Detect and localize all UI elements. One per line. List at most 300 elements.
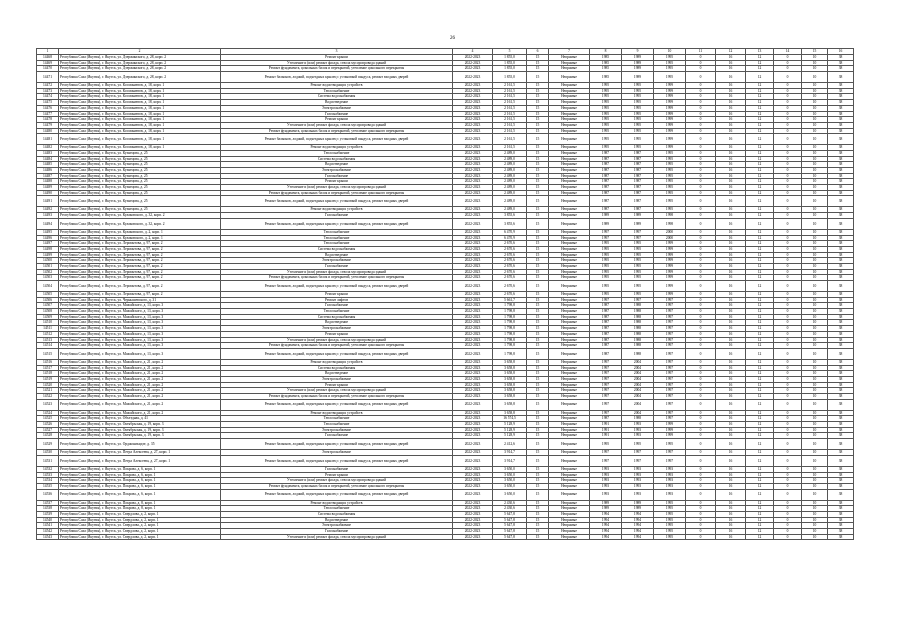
table-cell: 2 430,6 — [493, 506, 527, 512]
table-cell: 1995 — [590, 94, 622, 100]
table-cell: 3 658,8 — [493, 371, 527, 377]
table-cell: 1997 — [654, 394, 686, 400]
table-cell: 38 — [828, 534, 854, 540]
table-cell: Система водоснабжения — [221, 156, 453, 162]
table-cell: 1987 — [590, 190, 622, 196]
table-cell: 1995 — [654, 156, 686, 162]
table-cell: 1999 — [654, 269, 686, 275]
table-cell: 1989 — [622, 506, 654, 512]
table-cell: Газоснабжение — [221, 303, 453, 309]
table-cell: Республика Саха (Якутия), г. Якутск, ул. Можайского, д. 13, корп. 3 — [59, 326, 221, 332]
table-cell: 2022-2023 — [453, 472, 493, 478]
table-cell: 12 — [746, 111, 774, 117]
table-cell: 15 — [527, 207, 549, 213]
table-cell: Теплоснабжение — [221, 309, 453, 315]
table-cell: 12 — [746, 517, 774, 523]
table-cell: Непрямые — [549, 150, 590, 156]
table-cell: 1995 — [622, 134, 654, 145]
table-cell: 15 — [527, 489, 549, 500]
table-cell: 14506 — [37, 297, 59, 303]
table-cell: Ремонт фундамента, цокольных балок и перекрытий, утепление цокольного перекрытия — [221, 128, 453, 134]
table-cell: Республика Саха (Якутия), г. Якутск, ул. Космонавтов, д. 18, корп. 1 — [59, 94, 221, 100]
table-cell: 2022-2023 — [453, 394, 493, 400]
table-cell: 14509 — [37, 314, 59, 320]
table-cell: 10 — [802, 439, 828, 450]
table-cell: 3 650,0 — [493, 483, 527, 489]
table-cell: 15 — [527, 72, 549, 83]
column-header: 7 — [549, 49, 590, 55]
table-cell: Непрямые — [549, 55, 590, 61]
table-cell: 12 — [746, 145, 774, 151]
table-cell: Ремонт балконов, лоджий, подъездных крылец с установкой пандуса, ремонт входных дверей — [221, 218, 453, 229]
table-cell: 0 — [774, 145, 802, 151]
table-cell: 14514 — [37, 343, 59, 349]
table-cell: 38 — [828, 128, 854, 134]
table-cell: 0 — [686, 534, 716, 540]
table-cell: 14479 — [37, 122, 59, 128]
table-cell: Республика Саха (Якутия), г. Якутск, ул. Космонавтов, д. 18, корп. 1 — [59, 134, 221, 145]
table-cell: Электроснабжение — [221, 258, 453, 264]
table-cell: Республика Саха (Якутия), г. Якутск, ул. Космонавтов, д. 18, корп. 1 — [59, 100, 221, 106]
table-cell: 0 — [774, 427, 802, 433]
table-cell: 1995 — [590, 88, 622, 94]
table-cell: 2 489,0 — [493, 179, 527, 185]
table-cell: 12 — [746, 371, 774, 377]
table-cell: 10 — [802, 241, 828, 247]
table-cell: 15 — [527, 196, 549, 207]
table-cell: 0 — [686, 309, 716, 315]
table-cell: 16 — [716, 416, 746, 422]
table-cell: Электроснабжение — [221, 427, 453, 433]
table-cell: 1997 — [654, 376, 686, 382]
table-cell: 10 — [802, 506, 828, 512]
table-cell: 12 — [746, 500, 774, 506]
table-cell: 2 430,6 — [493, 500, 527, 506]
table-cell: 12 — [746, 455, 774, 466]
table-cell: 1991 — [590, 422, 622, 428]
table-cell: 14535 — [37, 483, 59, 489]
table-cell: Республика Саха (Якутия), г. Якутск, ул. Свердлова, д. 2, корп. 1 — [59, 534, 221, 540]
table-cell: 14475 — [37, 100, 59, 106]
table-cell: Непрямые — [549, 297, 590, 303]
column-header: 4 — [453, 49, 493, 55]
table-cell: Непрямые — [549, 529, 590, 535]
table-cell: 2022-2023 — [453, 83, 493, 89]
table-cell: 5 128,9 — [493, 422, 527, 428]
table-cell: 14500 — [37, 258, 59, 264]
table-cell: 38 — [828, 156, 854, 162]
table-cell: 10 — [802, 410, 828, 416]
table-cell: 1995 — [654, 185, 686, 191]
table-cell: 14521 — [37, 388, 59, 394]
table-cell: 2022-2023 — [453, 111, 493, 117]
table-cell: Теплоснабжение — [221, 506, 453, 512]
table-cell: Республика Саха (Якутия), г. Якутск, ул. Лермонтова, д. 97, корп. 2 — [59, 281, 221, 292]
table-cell: 1987 — [590, 156, 622, 162]
table-cell: 0 — [686, 466, 716, 472]
table-cell: Республика Саха (Якутия), г. Якутск, ул. Лермонтова, д. 97, корп. 2 — [59, 258, 221, 264]
table-cell: Республика Саха (Якутия), г. Якутск, ул. Космонавтов, д. 18, корп. 1 — [59, 117, 221, 123]
table-cell: Газоснабжение — [221, 173, 453, 179]
table-cell: 0 — [686, 122, 716, 128]
column-header: 3 — [221, 49, 453, 55]
table-cell: 1999 — [654, 88, 686, 94]
table-cell: 1999 — [654, 281, 686, 292]
table-cell: 1995 — [590, 275, 622, 281]
table-cell: 16 — [716, 455, 746, 466]
table-cell: 38 — [828, 365, 854, 371]
table-cell: 1995 — [622, 100, 654, 106]
table-cell: 1997 — [654, 337, 686, 343]
table-cell: 12 — [746, 105, 774, 111]
table-cell: 0 — [774, 190, 802, 196]
table-cell: 10 — [802, 399, 828, 410]
table-cell: 16 — [716, 128, 746, 134]
table-cell: 15 — [527, 500, 549, 506]
table-cell: 0 — [774, 297, 802, 303]
table-cell: 10 — [802, 252, 828, 258]
table-cell: 12 — [746, 427, 774, 433]
table-cell: 15 — [527, 466, 549, 472]
table-cell: 1997 — [654, 309, 686, 315]
table-cell: 14480 — [37, 128, 59, 134]
table-cell: 15 — [527, 150, 549, 156]
table-cell: Республика Саха (Якутия), г. Якутск, ул. Лермонтова, д. 97, корп. 2 — [59, 269, 221, 275]
table-cell: Непрямые — [549, 281, 590, 292]
table-cell: 14491 — [37, 196, 59, 207]
table-cell: 1993 — [654, 483, 686, 489]
table-cell: 0 — [774, 88, 802, 94]
table-cell: 1993 — [622, 427, 654, 433]
table-cell: 0 — [774, 162, 802, 168]
table-cell: 38 — [828, 297, 854, 303]
table-cell: 1987 — [590, 196, 622, 207]
table-cell: Республика Саха (Якутия), г. Якутск, ул. Покрова, д. 6, корп. 1 — [59, 478, 221, 484]
table-cell: 1985 — [590, 55, 622, 61]
table-cell: 1997 — [590, 455, 622, 466]
table-cell: Водоотведение — [221, 320, 453, 326]
table-cell: 10 — [802, 388, 828, 394]
table-cell: Газоснабжение — [221, 529, 453, 535]
table-cell: 3 650,0 — [493, 472, 527, 478]
table-cell: 1994 — [622, 511, 654, 517]
table-cell: 14529 — [37, 439, 59, 450]
table-cell: 38 — [828, 263, 854, 269]
table-cell: 38 — [828, 258, 854, 264]
table-cell: 2 489,0 — [493, 190, 527, 196]
table-cell: 38 — [828, 66, 854, 72]
table-cell: 10 — [802, 427, 828, 433]
table-cell: 1999 — [654, 241, 686, 247]
table-cell: 0 — [774, 382, 802, 388]
table-cell: 0 — [774, 281, 802, 292]
table-cell: 0 — [686, 263, 716, 269]
table-cell: 10 — [802, 314, 828, 320]
table-cell: 1995 — [654, 190, 686, 196]
table-cell: 1 855,0 — [493, 55, 527, 61]
table-cell: 14495 — [37, 229, 59, 235]
table-cell: 1995 — [654, 506, 686, 512]
table-cell: 14524 — [37, 410, 59, 416]
table-cell: 1997 — [622, 235, 654, 241]
table-cell: 16 — [716, 213, 746, 219]
table-cell: 15 — [527, 314, 549, 320]
table-cell: 1985 — [590, 66, 622, 72]
table-cell: 14487 — [37, 173, 59, 179]
table-cell: 0 — [686, 55, 716, 61]
table-cell: 38 — [828, 388, 854, 394]
table-cell: 10 — [802, 122, 828, 128]
table-cell: Непрямые — [549, 218, 590, 229]
table-cell: 2 489,0 — [493, 156, 527, 162]
table-cell: 1995 — [622, 128, 654, 134]
table-cell: 38 — [828, 105, 854, 111]
table-cell: 2022-2023 — [453, 66, 493, 72]
table-cell: 15 — [527, 309, 549, 315]
table-cell: 14531 — [37, 455, 59, 466]
table-cell: 10 — [802, 55, 828, 61]
table-cell: 1989 — [590, 218, 622, 229]
table-cell: 38 — [828, 55, 854, 61]
table-cell: 0 — [686, 478, 716, 484]
table-cell: 1994 — [590, 517, 622, 523]
table-cell: 10 — [802, 66, 828, 72]
table-cell: 15 — [527, 506, 549, 512]
table-cell: 1989 — [622, 55, 654, 61]
table-cell: 12 — [746, 478, 774, 484]
table-cell: 10 — [802, 150, 828, 156]
table-cell: 2 489,0 — [493, 168, 527, 174]
table-cell: 16 — [716, 117, 746, 123]
table-cell: Непрямые — [549, 455, 590, 466]
table-cell: Ремонт балконов, лоджий, подъездных крылец с установкой пандуса, ремонт входных дверей — [221, 196, 453, 207]
table-cell: 0 — [686, 88, 716, 94]
table-cell: 10 — [802, 128, 828, 134]
table-cell: 6 470,9 — [493, 235, 527, 241]
table-cell: 10 — [802, 105, 828, 111]
table-cell: 0 — [686, 326, 716, 332]
table-cell: 0 — [774, 229, 802, 235]
table-cell: 1985 — [590, 72, 622, 83]
table-cell: 12 — [746, 483, 774, 489]
table-cell: 10 — [802, 100, 828, 106]
table-cell: 14528 — [37, 433, 59, 439]
table-cell: 1991 — [590, 427, 622, 433]
table-cell: 1995 — [654, 517, 686, 523]
table-cell: 1987 — [590, 314, 622, 320]
table-cell: 2022-2023 — [453, 252, 493, 258]
column-header: 10 — [654, 49, 686, 55]
table-cell: 14498 — [37, 246, 59, 252]
table-cell: 0 — [686, 371, 716, 377]
table-cell: 1995 — [654, 534, 686, 540]
table-cell: 15 — [527, 534, 549, 540]
table-cell: 16 — [716, 483, 746, 489]
table-cell: 1 855,0 — [493, 66, 527, 72]
table-cell: 1 855,0 — [493, 60, 527, 66]
table-cell: 1987 — [590, 185, 622, 191]
table-cell: Ремонт фундамента, цокольных балок и перекрытий, утепление цокольного перекрытия — [221, 394, 453, 400]
table-cell: Непрямые — [549, 489, 590, 500]
table-cell: 12 — [746, 213, 774, 219]
table-cell: 12 — [746, 348, 774, 359]
table-cell: 0 — [774, 450, 802, 456]
table-cell: 1993 — [622, 472, 654, 478]
table-cell: 1987 — [590, 150, 622, 156]
table-cell: Ремонт фундамента, цокольных балок и перекрытий, утепление цокольного перекрытия — [221, 275, 453, 281]
table-cell: 2 670,6 — [493, 281, 527, 292]
table-cell: 15 — [527, 100, 549, 106]
table-cell: Электроснабжение — [221, 326, 453, 332]
table-cell: 15 — [527, 303, 549, 309]
table-cell: 12 — [746, 207, 774, 213]
table-cell: 12 — [746, 94, 774, 100]
table-cell: Непрямые — [549, 94, 590, 100]
table-cell: 1995 — [654, 168, 686, 174]
table-cell: 14515 — [37, 348, 59, 359]
table-cell: 0 — [774, 376, 802, 382]
table-cell: 3 658,8 — [493, 410, 527, 416]
table-cell: Система водоснабжения — [221, 365, 453, 371]
table-cell: 2 489,0 — [493, 162, 527, 168]
table-cell: 2 161,5 — [493, 105, 527, 111]
table-cell: 5 661,7 — [493, 297, 527, 303]
table-cell: 14469 — [37, 60, 59, 66]
table-cell: 14519 — [37, 376, 59, 382]
table-cell: 16 — [716, 179, 746, 185]
table-cell: 1993 — [622, 478, 654, 484]
table-cell: Непрямые — [549, 500, 590, 506]
table-cell: 1995 — [622, 83, 654, 89]
table-cell: 1995 — [590, 281, 622, 292]
table-cell: 0 — [774, 100, 802, 106]
table-cell: 1989 — [622, 213, 654, 219]
table-cell: 0 — [686, 190, 716, 196]
table-cell: 2022-2023 — [453, 275, 493, 281]
table-cell: 0 — [774, 529, 802, 535]
table-cell: 2 161,5 — [493, 134, 527, 145]
table-cell: 16 — [716, 450, 746, 456]
table-cell: 2022-2023 — [453, 150, 493, 156]
table-cell: 1987 — [590, 348, 622, 359]
table-cell: Ремонт крыши — [221, 117, 453, 123]
column-header: 9 — [622, 49, 654, 55]
table-cell: 0 — [774, 213, 802, 219]
table-cell: 5 647,8 — [493, 534, 527, 540]
table-cell: 1997 — [654, 320, 686, 326]
table-cell: Непрямые — [549, 213, 590, 219]
table-cell: 15 — [527, 235, 549, 241]
table-cell: 0 — [774, 196, 802, 207]
table-cell: Республика Саха (Якутия), г. Якутск, ул. Покрова, д. 8, корп. 1 — [59, 500, 221, 506]
table-cell: Непрямые — [549, 365, 590, 371]
table-cell: 15 — [527, 83, 549, 89]
table-cell: 1987 — [590, 320, 622, 326]
table-cell: 10 — [802, 88, 828, 94]
table-cell: 12 — [746, 179, 774, 185]
table-cell: 1999 — [654, 246, 686, 252]
table-cell: 3 650,0 — [493, 489, 527, 500]
table-cell: 2022-2023 — [453, 229, 493, 235]
table-cell: 2 489,0 — [493, 207, 527, 213]
table-cell: 3 855,6 — [493, 218, 527, 229]
table-cell: 1995 — [622, 258, 654, 264]
table-cell: 10 — [802, 207, 828, 213]
table-cell: 38 — [828, 145, 854, 151]
table-cell: 2004 — [622, 410, 654, 416]
table-cell: 12 — [746, 433, 774, 439]
table-cell: 0 — [774, 422, 802, 428]
table-cell: 10 — [802, 416, 828, 422]
table-cell: 1988 — [622, 331, 654, 337]
table-cell: 15 — [527, 455, 549, 466]
table-cell: 2 489,0 — [493, 196, 527, 207]
table-cell: 15 — [527, 252, 549, 258]
table-cell: 3 914,7 — [493, 455, 527, 466]
table-cell: 38 — [828, 292, 854, 298]
table-cell: 0 — [686, 511, 716, 517]
table-cell: 16 — [716, 229, 746, 235]
table-cell: Ремонт водоотводящих устройств — [221, 207, 453, 213]
table-cell: 1999 — [654, 275, 686, 281]
table-cell: 14483 — [37, 150, 59, 156]
table-cell: 0 — [774, 472, 802, 478]
table-cell: 1995 — [590, 252, 622, 258]
table-cell: 10 — [802, 433, 828, 439]
table-cell: 12 — [746, 134, 774, 145]
table-cell: 1987 — [622, 207, 654, 213]
table-cell: Непрямые — [549, 252, 590, 258]
table-cell: 15 — [527, 168, 549, 174]
table-cell: 2022-2023 — [453, 218, 493, 229]
table-cell: Ремонт балконов, лоджий, подъездных крылец с установкой пандуса, ремонт входных дверей — [221, 439, 453, 450]
table-cell: 2 161,5 — [493, 117, 527, 123]
table-cell: Непрямые — [549, 450, 590, 456]
table-cell: Непрямые — [549, 472, 590, 478]
table-cell: 15 — [527, 343, 549, 349]
table-cell: Республика Саха (Якутия), г. Якутск, ул. Космонавтов, д. 18, корп. 1 — [59, 83, 221, 89]
table-cell: 5 647,8 — [493, 523, 527, 529]
table-cell: 12 — [746, 60, 774, 66]
table-cell: 12 — [746, 416, 774, 422]
table-cell: 38 — [828, 275, 854, 281]
table-cell: 15 — [527, 213, 549, 219]
table-cell: 1999 — [654, 258, 686, 264]
table-cell: 1993 — [590, 483, 622, 489]
table-cell: Непрямые — [549, 399, 590, 410]
table-cell: Ремонт лифтов — [221, 297, 453, 303]
table-cell: 16 — [716, 263, 746, 269]
table-cell: Непрямые — [549, 275, 590, 281]
table-cell: 1 798,8 — [493, 309, 527, 315]
table-cell: 12 — [746, 173, 774, 179]
table-cell: Утепление и (или) ремонт фасада, ствола мусоропровода зданий — [221, 478, 453, 484]
table-cell: 5 128,9 — [493, 427, 527, 433]
table-cell: Система водоснабжения — [221, 511, 453, 517]
table-cell: 2022-2023 — [453, 281, 493, 292]
table-cell: 16 — [716, 122, 746, 128]
table-cell: 1993 — [590, 478, 622, 484]
table-cell: 16 — [716, 72, 746, 83]
table-cell: 14484 — [37, 156, 59, 162]
table-cell: Теплоснабжение — [221, 241, 453, 247]
table-cell: 38 — [828, 269, 854, 275]
table-cell: 10 — [802, 343, 828, 349]
table-cell: 1987 — [590, 179, 622, 185]
table-cell: 3 855,6 — [493, 213, 527, 219]
table-cell: 0 — [686, 72, 716, 83]
table-cell: 1987 — [622, 168, 654, 174]
